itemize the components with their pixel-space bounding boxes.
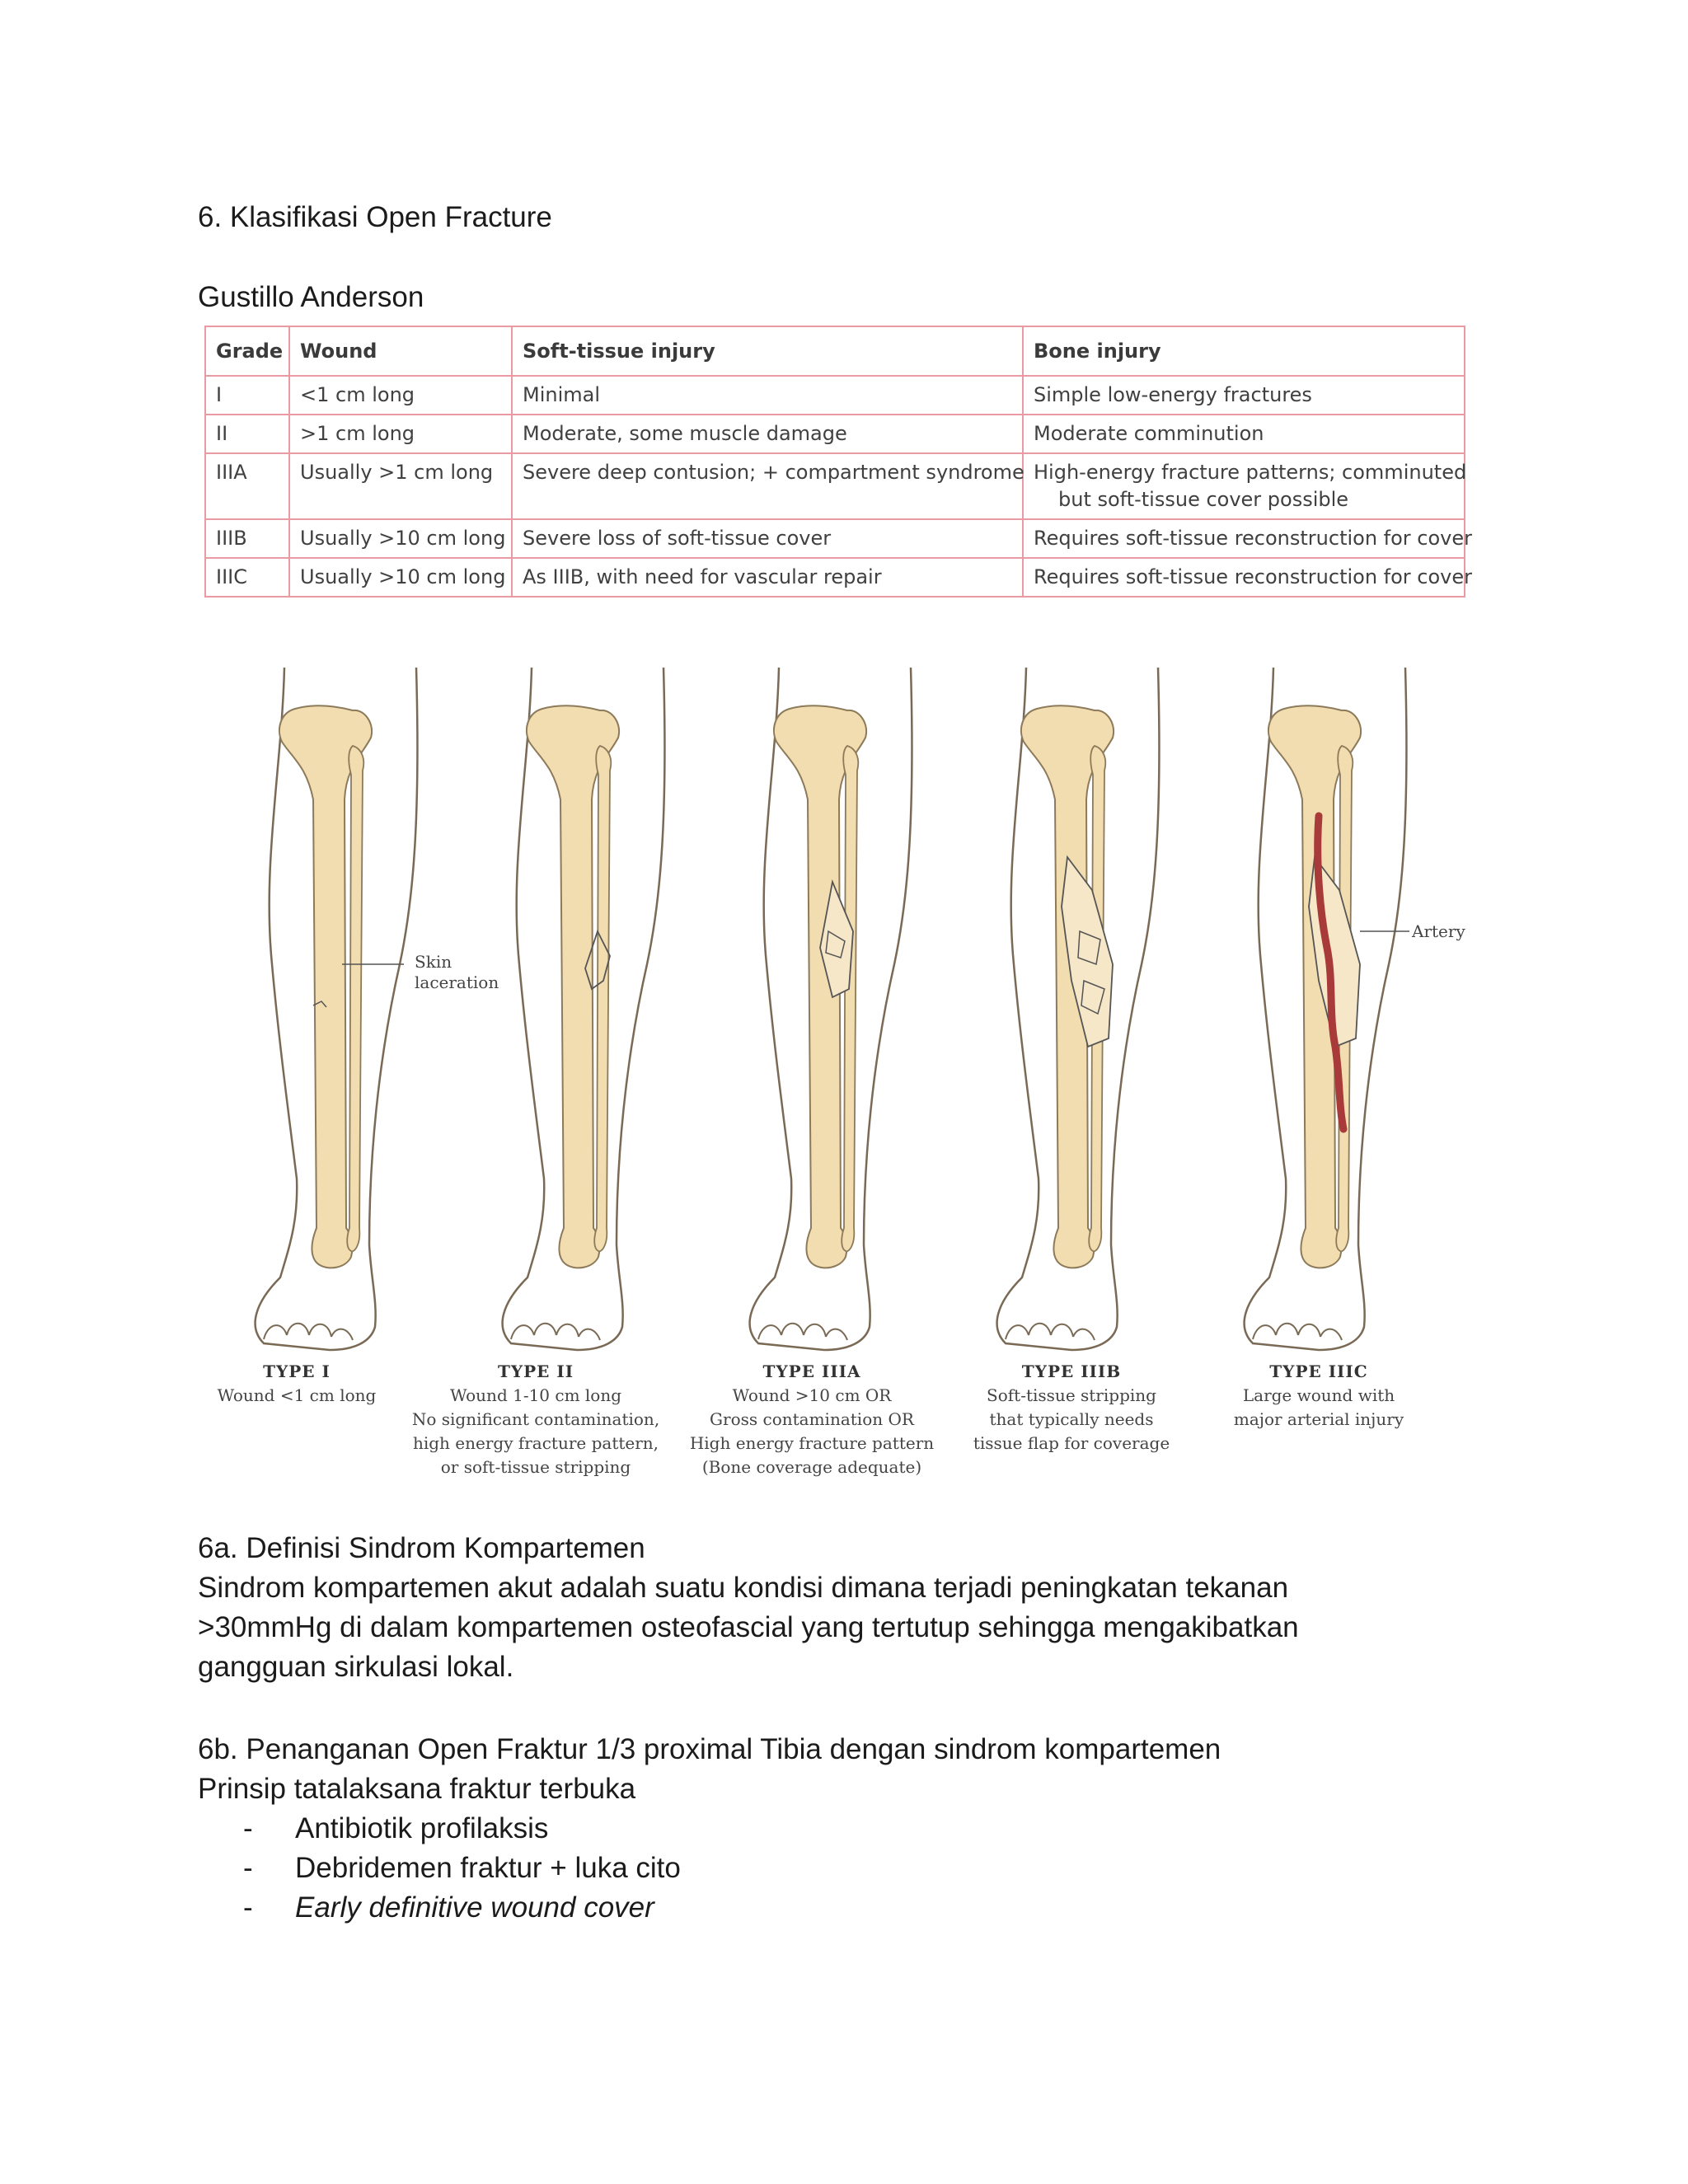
list-item [198,1888,681,1928]
bullet-marker: - [243,1812,253,1844]
caption-line: No significant contamination, [411,1409,660,1429]
skin-label-line2: laceration [415,972,499,992]
table-row [205,453,1465,519]
caption-line: Wound 1-10 cm long [449,1385,622,1405]
cell-wound: Usually >1 cm long [289,453,512,519]
leg-type-3a [750,668,912,1350]
cell-bone: Requires soft-tissue reconstruction for cover [1023,519,1465,558]
cell-wound: >1 cm long [289,415,512,453]
header-soft-tissue: Soft-tissue injury [512,326,1023,376]
cell-bone: Requires soft-tissue reconstruction for cover [1023,558,1465,597]
cell-soft-tissue: As IIIB, with need for vascular repair [512,558,1023,597]
section-6b-intro: Prinsip tatalaksana fraktur terbuka [198,1773,636,1805]
header-wound: Wound [289,326,512,376]
caption-line: (Bone coverage adequate) [701,1457,922,1477]
header-grade: Grade [205,326,289,376]
cell-soft-tissue: Severe deep contusion; + compartment syndrome [512,453,1023,519]
caption-type-3b [960,1360,1183,1455]
list-item [198,1849,681,1888]
cell-bone: Simple low-energy fractures [1023,376,1465,415]
section-6a-title: 6a. Definisi Sindrom Kompartemen [198,1532,645,1564]
cell-soft-tissue: Minimal [512,376,1023,415]
caption-type-3c [1216,1360,1422,1432]
caption-title: TYPE IIIB [1021,1361,1122,1381]
section-heading: 6. Klasifikasi Open Fracture [198,201,552,233]
caption-line: major arterial injury [1233,1409,1404,1429]
caption-line: tissue flap for coverage [973,1433,1170,1453]
bullet-marker: - [243,1852,253,1884]
open-fracture-illustration [198,651,1471,1488]
section-6a-line: gangguan sirkulasi lokal. [198,1651,514,1683]
caption-line: High energy fracture pattern [689,1433,935,1453]
caption-type-2 [408,1360,663,1479]
caption-line: Soft-tissue stripping [987,1385,1156,1405]
artery-label: Artery [1412,921,1465,941]
table-row [205,415,1465,453]
gustilo-anderson-table [204,326,1473,598]
cell-bone-line2: but soft-tissue cover possible [1058,488,1349,511]
bullet-marker: - [243,1891,253,1924]
caption-line: Gross contamination OR [710,1409,914,1429]
caption-line: or soft-tissue stripping [440,1457,631,1477]
caption-line: high energy fracture pattern, [412,1433,659,1453]
section-6a-line: Sindrom kompartemen akut adalah suatu kondisi dimana terjadi peningkatan tekanan [198,1572,1289,1604]
section-6a-line: >30mmHg di dalam kompartemen osteofascial yang tertutup sehingga mengakibatkan [198,1611,1299,1643]
table-row [205,558,1465,597]
treatment-list [198,1809,681,1928]
caption-title: TYPE IIIC [1269,1361,1368,1381]
caption-title: TYPE I [263,1361,331,1381]
leg-type-3b [997,668,1160,1350]
caption-line: that typically needs [989,1409,1154,1429]
cell-wound: Usually >10 cm long [289,558,512,597]
list-item-text: Early definitive wound cover [295,1891,654,1924]
caption-line: Large wound with [1242,1385,1395,1405]
list-item [198,1809,681,1849]
caption-line: Wound <1 cm long [217,1385,377,1405]
table-header-row [205,326,1465,376]
skin-laceration-label [415,952,499,993]
list-item-text: Antibiotik profilaksis [295,1812,549,1844]
header-bone: Bone injury [1023,326,1465,376]
caption-line: Wound >10 cm OR [732,1385,892,1405]
leg-type-1 [256,668,418,1350]
cell-bone-line1: High-energy fracture patterns; comminuted [1034,461,1467,484]
skin-label-line1: Skin [415,952,452,972]
caption-type-3a [688,1360,935,1479]
table-row [205,519,1465,558]
cell-bone: Moderate comminution [1023,415,1465,453]
caption-title: TYPE IIIA [762,1361,861,1381]
leg-type-3c [1245,668,1409,1350]
list-item-text: Debridemen fraktur + luka cito [295,1852,681,1884]
cell-grade: IIIA [205,453,289,519]
cell-bone [1023,453,1465,519]
table-row [205,376,1465,415]
cell-soft-tissue: Severe loss of soft-tissue cover [512,519,1023,558]
classification-subheading: Gustillo Anderson [198,281,424,313]
cell-soft-tissue: Moderate, some muscle damage [512,415,1023,453]
cell-grade: II [205,415,289,453]
cell-grade: IIIB [205,519,289,558]
section-6b-title: 6b. Penanganan Open Fraktur 1/3 proximal Tibia dengan sindrom kompartemen [198,1733,1221,1765]
cell-wound: Usually >10 cm long [289,519,512,558]
leg-type-2 [503,668,665,1350]
cell-grade: IIIC [205,558,289,597]
caption-type-1 [214,1360,379,1408]
cell-wound: <1 cm long [289,376,512,415]
cell-grade: I [205,376,289,415]
caption-title: TYPE II [497,1361,574,1381]
